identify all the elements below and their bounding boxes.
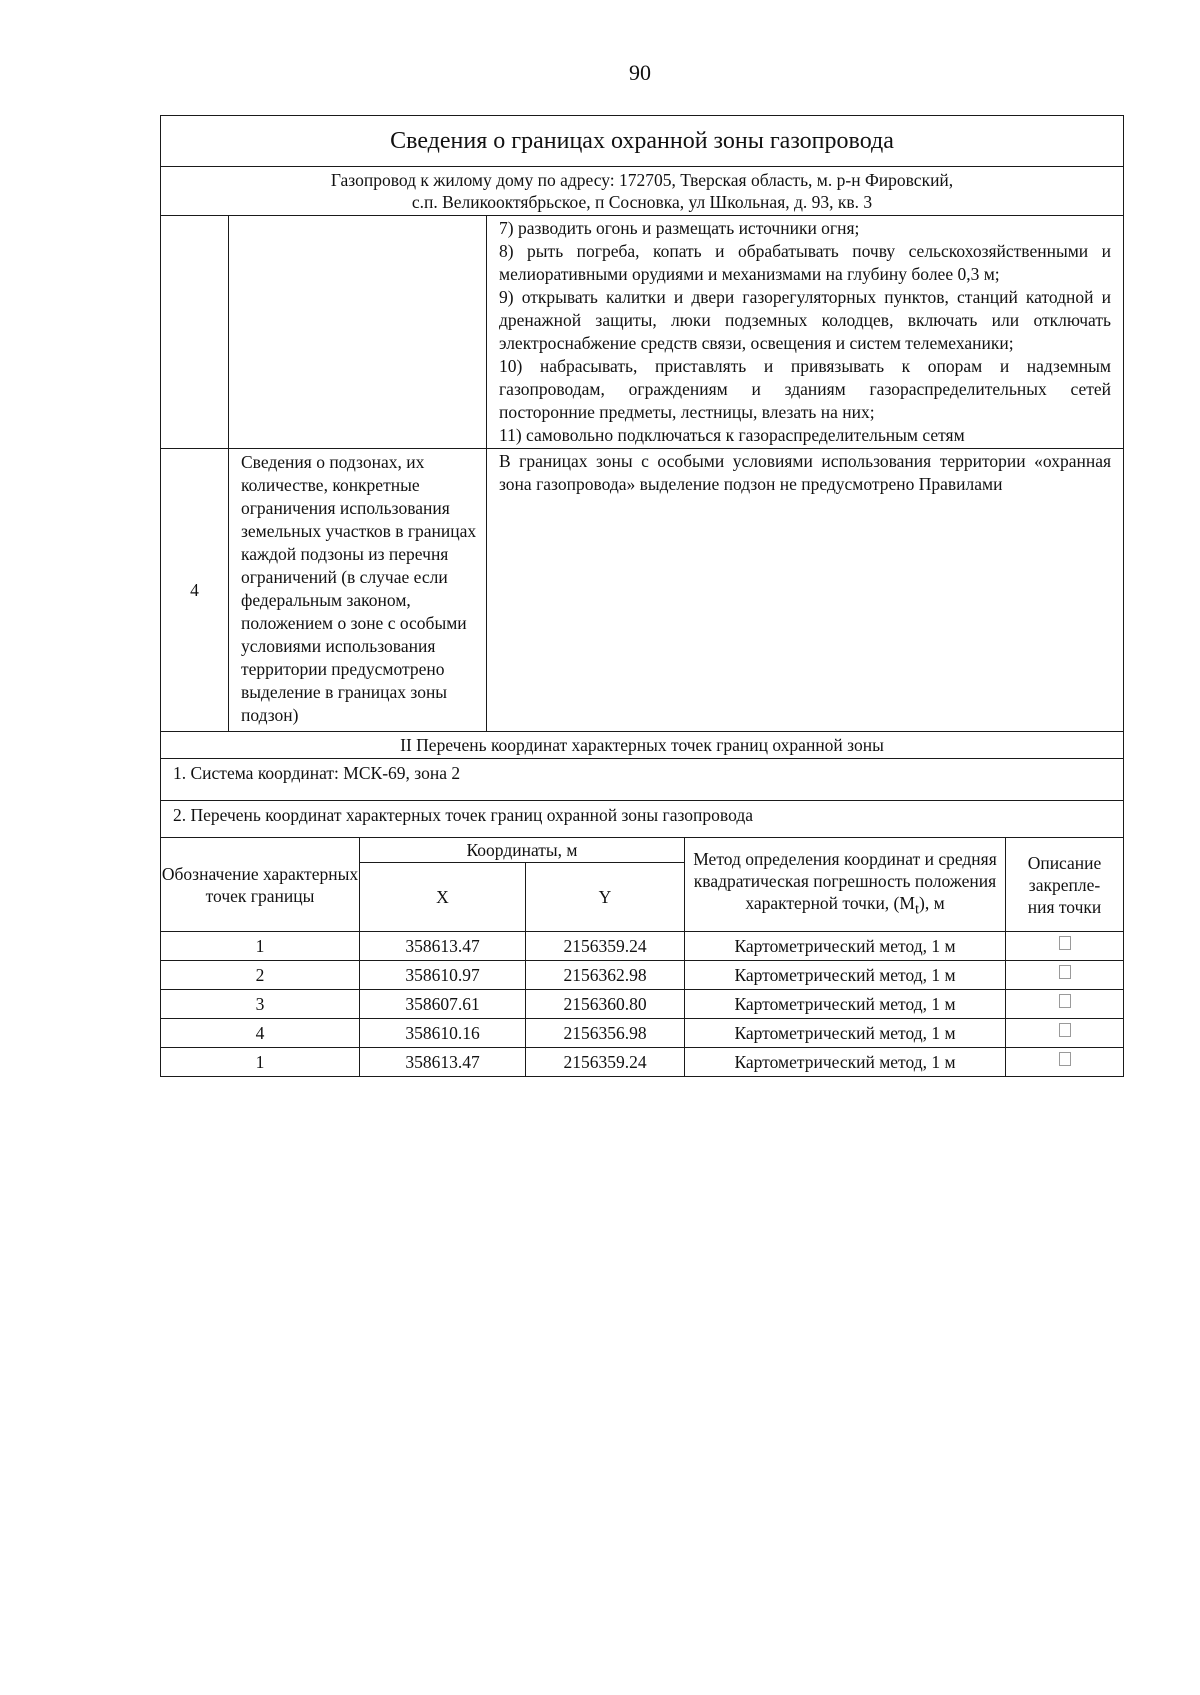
cell-description [1006, 990, 1124, 1019]
cell-description [1006, 1019, 1124, 1048]
cell-method: Картометрический метод, 1 м [685, 1048, 1006, 1077]
header-coordinates: Координаты, м [360, 838, 685, 863]
cell-y: 2156362.98 [526, 961, 685, 990]
cell-x: 358607.61 [360, 990, 526, 1019]
coordinate-list-title: 2. Перечень координат характерных точек границ охранной зоны газопровода [161, 801, 1124, 838]
empty-box-icon [1059, 936, 1071, 950]
restriction-item: 7) разводить огонь и размещать источники огня; [499, 218, 860, 238]
zone-info-table [160, 115, 1124, 838]
header-method-subscript: t [914, 901, 920, 918]
cell-description [1006, 932, 1124, 961]
table-row [161, 1048, 1124, 1077]
cell-x: 358613.47 [360, 1048, 526, 1077]
header-method [685, 838, 1006, 932]
subtitle-line-2: с.п. Великооктябрьское, п Сосновка, ул Школьная, д. 93, кв. 3 [411, 192, 873, 212]
continued-row-name [229, 216, 487, 449]
empty-box-icon [1059, 1052, 1071, 1066]
cell-point: 1 [161, 1048, 360, 1077]
restrictions-list [487, 216, 1124, 449]
table-row [161, 990, 1124, 1019]
table-row [161, 1019, 1124, 1048]
coordinate-table [160, 838, 1124, 1077]
cell-x: 358610.97 [360, 961, 526, 990]
restriction-item: 11) самовольно подключаться к газораспределительным сетям [499, 425, 965, 445]
empty-box-icon [1059, 965, 1071, 979]
continued-row [161, 216, 1124, 449]
cell-x: 358613.47 [360, 932, 526, 961]
cell-x: 358610.16 [360, 1019, 526, 1048]
row-4 [161, 449, 1124, 732]
header-description: Описание закрепле-ния точки [1006, 838, 1124, 932]
document-subtitle [161, 167, 1124, 216]
header-x: X [360, 863, 526, 932]
empty-box-icon [1059, 994, 1071, 1008]
cell-method: Картометрический метод, 1 м [685, 961, 1006, 990]
row-4-name: Сведения о подзонах, их количестве, конкретные ограничения использования земельных участков в границах каждой подзоны из перечня ограничений (в случае если федеральным законом, положением о зоне с особыми условиями использования территории предусмотрено выделение в границах зоны подзон) [229, 449, 487, 732]
coordinate-system: 1. Система координат: МСК-69, зона 2 [161, 759, 1124, 801]
empty-box-icon [1059, 1023, 1071, 1037]
header-point: Обозначение характерных точек границы [161, 838, 360, 932]
cell-point: 1 [161, 932, 360, 961]
subtitle-line-1: Газопровод к жилому дому по адресу: 172705, Тверская область, м. р-н Фировский, [330, 170, 954, 190]
cell-y: 2156356.98 [526, 1019, 685, 1048]
document-sheet [160, 115, 1123, 1077]
restriction-item: 9) открывать калитки и двери газорегуляторных пунктов, станций катодной и дренажной защиты, люки подземных колодцев, включать или отключать электроснабжение средств связи, освещения и систем телемеханики; [499, 287, 1112, 353]
cell-method: Картометрический метод, 1 м [685, 990, 1006, 1019]
header-method-text: Метод определения координат и средняя квадратическая погрешность положения характерной точки, (M [693, 849, 997, 914]
restriction-item: 10) набрасывать, приставлять и привязывать к опорам и надземным газопроводам, ограждениям и зданиям газораспределительных сетей посторонние предметы, лестницы, влезать на них; [499, 356, 1112, 422]
cell-point: 2 [161, 961, 360, 990]
continued-row-number [161, 216, 229, 449]
row-4-number: 4 [161, 449, 229, 732]
restriction-item: 8) рыть погреба, копать и обрабатывать почву сельскохозяйственными и мелиоративными орудиями и механизмами на глубину более 0,3 м; [499, 241, 1112, 284]
header-method-unit: ), м [919, 893, 945, 914]
table-row [161, 961, 1124, 990]
cell-method: Картометрический метод, 1 м [685, 1019, 1006, 1048]
cell-description [1006, 961, 1124, 990]
page-number: 90 [629, 60, 651, 85]
header-y: Y [526, 863, 685, 932]
document-title: Сведения о границах охранной зоны газопровода [161, 116, 1124, 167]
cell-point: 3 [161, 990, 360, 1019]
cell-y: 2156359.24 [526, 932, 685, 961]
cell-y: 2156360.80 [526, 990, 685, 1019]
table-row [161, 932, 1124, 961]
cell-y: 2156359.24 [526, 1048, 685, 1077]
cell-method: Картометрический метод, 1 м [685, 932, 1006, 961]
section-2-heading: II Перечень координат характерных точек границ охранной зоны [161, 732, 1124, 759]
cell-description [1006, 1048, 1124, 1077]
row-4-description: В границах зоны с особыми условиями использования территории «охранная зона газопровода» выделение подзон не предусмотрено Правилами [487, 449, 1124, 732]
cell-point: 4 [161, 1019, 360, 1048]
